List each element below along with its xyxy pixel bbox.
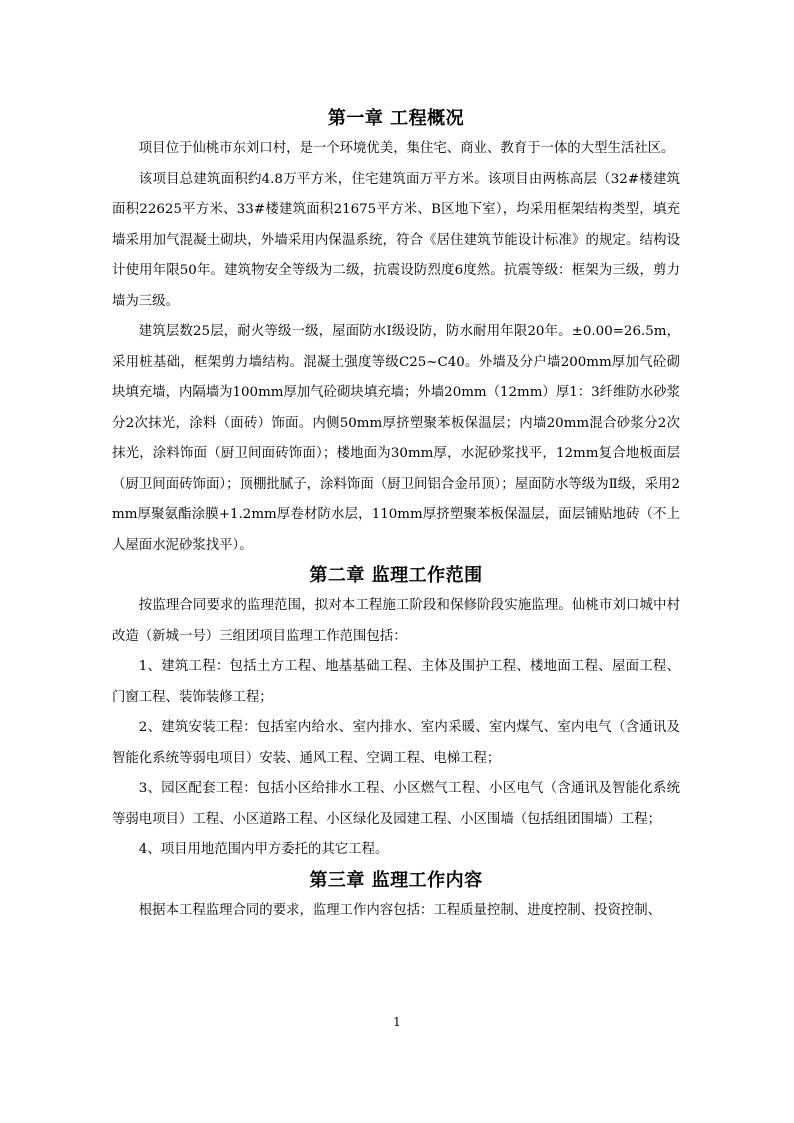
document-body	[112, 104, 680, 926]
chapter-3-paragraph: 根据本工程监理合同的要求，监理工作内容包括：工程质量控制、进度控制、投资控制、	[138, 902, 662, 918]
page-number: 1	[393, 1015, 401, 1029]
chapter-2-list-item: 2、建筑安装工程：包括室内给水、室内排水、室内采暖、室内煤气、室内电气（含通讯及智能化系统等弱电项目）安装、通风工程、空调工程、电梯工程；	[112, 720, 680, 766]
chapter-2-title: 第二章 监理工作范围	[309, 565, 483, 586]
chapter-2-list-item: 3、园区配套工程：包括小区给排水工程、小区燃气工程、小区电气（含通讯及智能化系统等弱电项目）工程、小区道路工程、小区绿化及园建工程、小区围墙（包括组团围墙）工程；	[112, 781, 680, 827]
chapter-2-list-item: 4、项目用地范围内甲方委托的其它工程。	[138, 842, 389, 857]
chapter-1-paragraph: 项目位于仙桃市东刘口村，是一个环境优美，集住宅、商业、教育于一体的大型生活社区。	[138, 141, 675, 156]
chapter-2-paragraph: 按监理合同要求的监理范围，拟对本工程施工阶段和保修阶段实施监理。仙桃市刘口城中村改造（新城一号）三组团项目监理工作范围包括：	[112, 598, 680, 644]
chapter-1-title: 第一章 工程概况	[327, 108, 465, 129]
chapter-3-title: 第三章 监理工作内容	[309, 869, 483, 891]
chapter-2-list-item: 1、建筑工程：包括土方工程、地基基础工程、主体及围护工程、楼地面工程、屋面工程、门窗工程、装饰装修工程；	[112, 659, 680, 705]
chapter-1-paragraph: 该项目总建筑面积约4.8万平方米，住宅建筑面万平方米。该项目由两栋高层（32#楼建筑面积22625平方米、33#楼建筑面积21675平方米、B区地下室），均采用框架结构类型，填充墙采用加气混凝土砌块，外墙采用内保温系统，符合《居住建筑节能设计标准》的规定。结构设计使用年限50年。建筑物安全等级为二级，抗震设防烈度6度然。抗震等级：框架为三级，剪力墙为三级。	[112, 171, 680, 309]
chapter-1-paragraph: 建筑层数25层，耐火等级一级，屋面防水Ⅰ级设防，防水耐用年限20年。±0.00=26.5m，采用桩基础，框架剪力墙结构。混凝土强度等级C25~C40。外墙及分户墙200mm厚加气砼砌块填充墙，内隔墙为100mm厚加气砼砌块填充墙；外墙20mm（12mm）厚1：3纤维防水砂浆分2次抹光，涂料（面砖）饰面。内侧50mm厚挤塑聚苯板保温层；内墙20mm混合砂浆分2次抹光，涂料饰面（厨卫间面砖饰面）；楼地面为30mm厚，水泥砂浆找平，12mm复合地板面层（厨卫间面砖饰面）；顶棚批腻子，涂料饰面（厨卫间铝合金吊顶）；屋面防水等级为Ⅱ级，采用2mm厚聚氨酯涂膜+1.2mm厚卷材防水层，110mm厚挤塑聚苯板保温层，面层铺贴地砖（不上人屋面水泥砂浆找平）。	[112, 324, 680, 553]
